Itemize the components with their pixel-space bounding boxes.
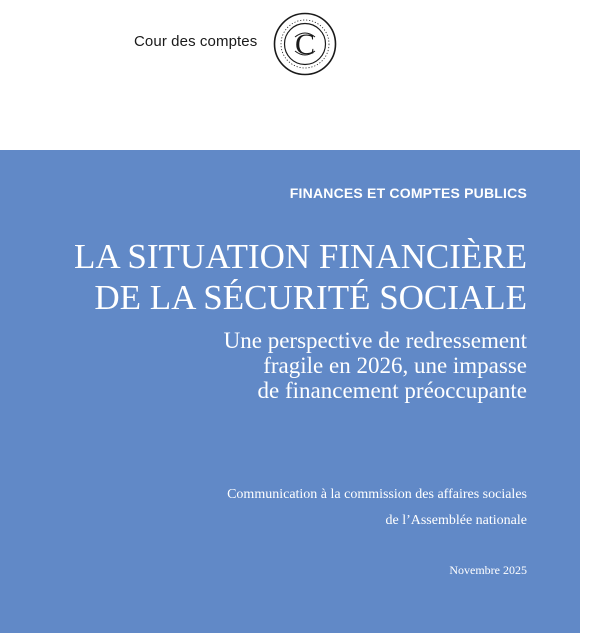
seal-letter: C	[294, 28, 316, 61]
title-line: DE LA SÉCURITÉ SOCIALE	[94, 278, 527, 317]
title-line: LA SITUATION FINANCIÈRE	[73, 237, 527, 276]
category-label: FINANCES ET COMPTES PUBLICS	[289, 185, 527, 201]
header	[0, 0, 600, 90]
communication-recipient	[7, 482, 527, 534]
cour-des-comptes-seal-icon	[273, 12, 337, 76]
communication-line: Communication à la commission des affaires sociales	[227, 487, 527, 502]
organization-name: Cour des comptes	[134, 33, 258, 50]
report-subtitle	[7, 328, 527, 403]
cover-panel	[0, 150, 580, 633]
subtitle-line: fragile en 2026, une impasse	[263, 353, 527, 378]
subtitle-line: de financement préoccupante	[257, 378, 527, 403]
report-title	[7, 236, 527, 318]
subtitle-line: Une perspective de redressement	[223, 328, 527, 353]
communication-line: de l’Assemblée nationale	[385, 513, 527, 528]
publication-date: Novembre 2025	[449, 563, 527, 577]
